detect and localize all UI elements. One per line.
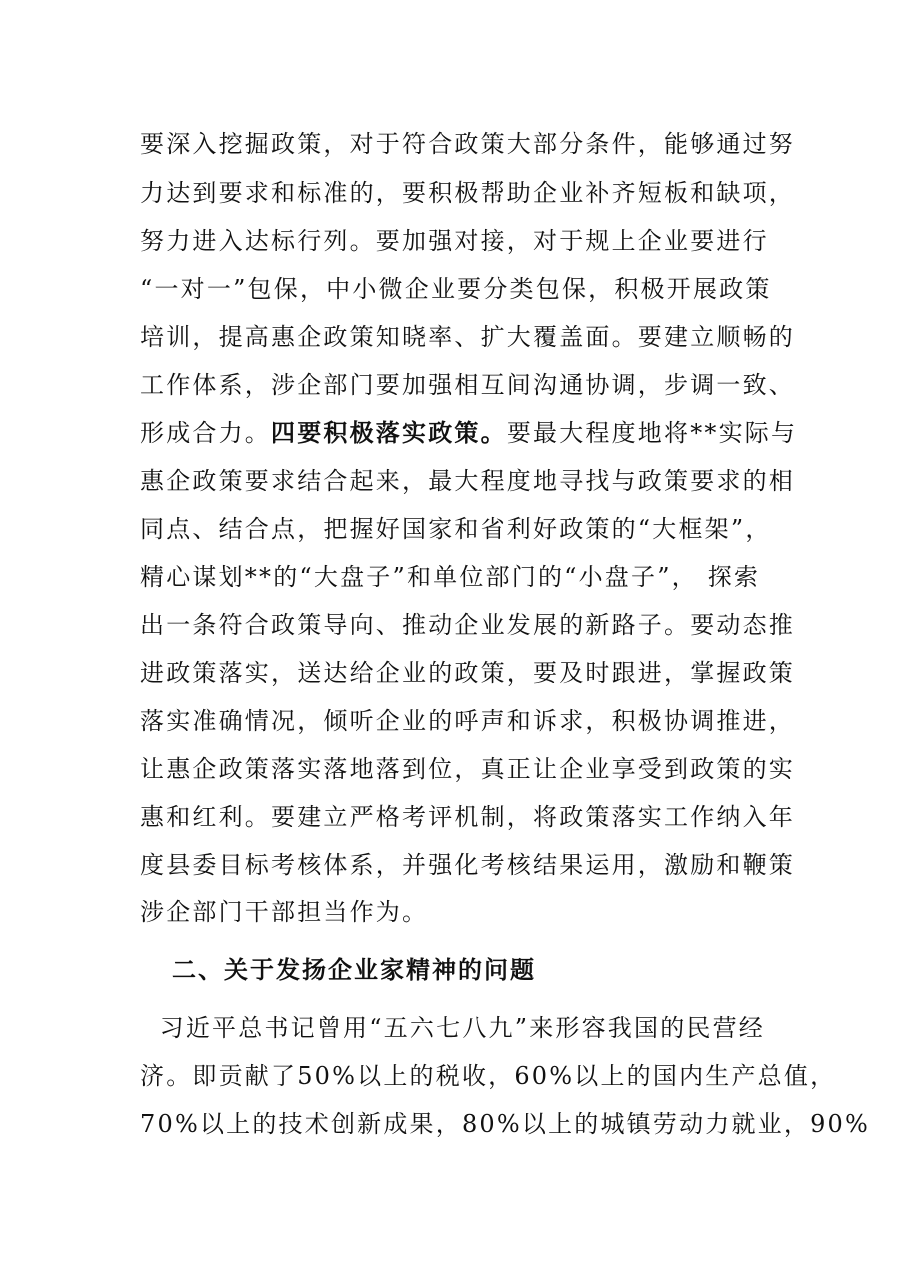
text-line-2: 力达到要求和标准的，要积极帮助企业补齐短板和缺项， — [140, 179, 795, 207]
text-line-9: 同点、结合点，把握好国家和省利好政策的“大框架”， — [140, 515, 772, 543]
text-line-14: 让惠企政策落实落地落到位，真正让企业享受到政策的实 — [140, 755, 795, 783]
text-line-5: 培训，提高惠企政策知晓率、扩大覆盖面。要建立顺畅的 — [140, 323, 795, 351]
text-line-13: 落实准确情况，倾听企业的呼声和诉求，积极协调推进， — [140, 707, 795, 735]
text-line-1: 要深入挖掘政策，对于符合政策大部分条件，能够通过努 — [140, 130, 795, 158]
text-line-6: 工作体系，涉企部门要加强相互间沟通协调，步调一致、 — [140, 371, 795, 399]
text-line-8: 惠企政策要求结合起来，最大程度地寻找与政策要求的相 — [140, 467, 795, 495]
text-line-16: 度县委目标考核体系，并强化考核结果运用，激励和鞭策 — [140, 851, 795, 879]
text-segment: 要最大程度地将**实际与 — [506, 419, 798, 447]
text-line-19: 济。即贡献了50%以上的税收，60%以上的国内生产总值， — [140, 1062, 837, 1090]
text-line-18: 习近平总书记曾用“五六七八九”来形容我国的民营经 — [140, 1014, 765, 1042]
text-line-15: 惠和红利。要建立严格考评机制，将政策落实工作纳入年 — [140, 803, 795, 831]
text-line-4: “一对一”包保，中小微企业要分类包保，积极开展政策 — [140, 275, 772, 303]
text-line-11: 出一条符合政策导向、推动企业发展的新路子。要动态推 — [140, 611, 795, 639]
text-line-10: 精心谋划**的“大盘子”和单位部门的“小盘子”， 探索 — [140, 563, 761, 591]
section-heading: 二、关于发扬企业家精神的问题 — [172, 955, 536, 984]
text-segment: 形成合力。 — [140, 419, 271, 447]
text-line-7 — [140, 416, 797, 450]
text-line-3: 努力进入达标行列。要加强对接，对于规上企业要进行 — [140, 227, 769, 255]
bold-emphasis: 四要积极落实政策。 — [271, 418, 507, 447]
text-line-12: 进政策落实，送达给企业的政策，要及时跟进，掌握政策 — [140, 659, 795, 687]
text-line-20: 70%以上的技术创新成果，80%以上的城镇劳动力就业，90% — [140, 1110, 871, 1138]
text-line-17: 涉企部门干部担当作为。 — [140, 898, 429, 926]
